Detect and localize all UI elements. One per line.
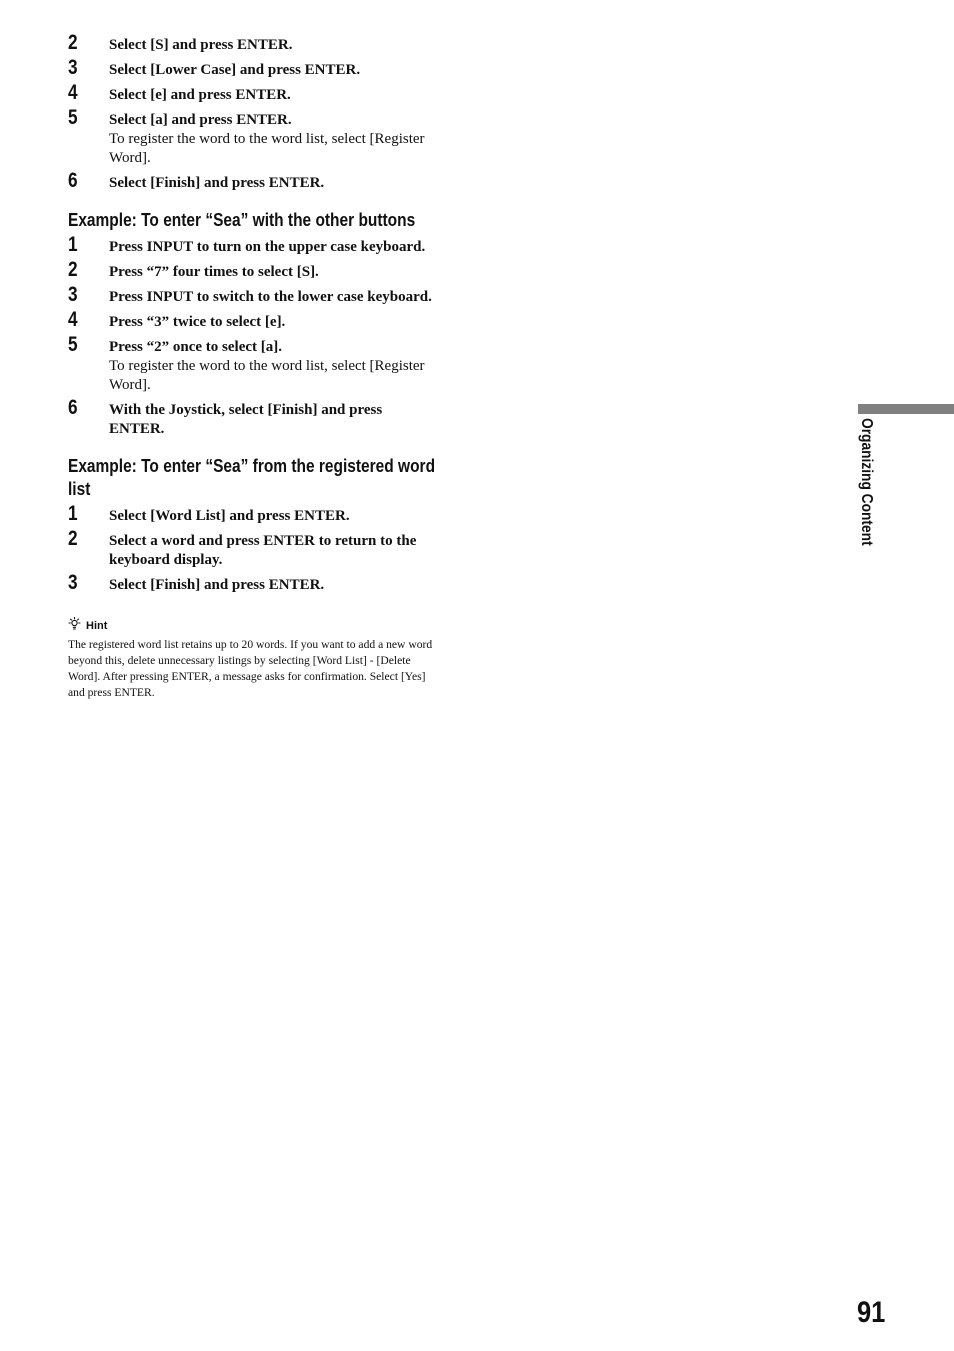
step-text: Select [a] and press ENTER. [109, 112, 292, 128]
step [68, 527, 440, 570]
step-number: 6 [68, 169, 78, 192]
section-tab-bar [858, 404, 954, 414]
step-text: Select [S] and press ENTER. [109, 37, 293, 53]
step [68, 333, 440, 395]
step-number: 5 [68, 333, 78, 356]
main-column [68, 31, 440, 701]
step-number: 2 [68, 31, 78, 54]
step-text: Select [Lower Case] and press ENTER. [109, 62, 361, 78]
step-text: Select [Finish] and press ENTER. [109, 577, 325, 593]
step-text: Press “2” once to select [a]. [109, 339, 282, 355]
step-number: 3 [68, 571, 78, 594]
step-text: Select a word and press ENTER to return to the keyboard display. [109, 533, 417, 568]
step-text: Select [Finish] and press ENTER. [109, 175, 325, 191]
lightbulb-icon [68, 617, 81, 635]
section-heading: Example: To enter “Sea” with the other buttons [68, 210, 416, 230]
hint-text: The registered word list retains up to 20 words. If you want to add a new word beyond this, delete unnecessary listings by selecting [Word List] - [Delete Word]. After pressing ENTER, a message asks for confirmation. Select [Yes] and press ENTER. [68, 638, 433, 699]
section-heading: Example: To enter “Sea” from the registered word list [68, 456, 436, 499]
steps-list-2 [68, 233, 440, 439]
step-number: 1 [68, 502, 78, 525]
step-note: To register the word to the word list, select [Register Word]. [109, 131, 425, 166]
step-text: Press “7” four times to select [S]. [109, 264, 319, 280]
step-number: 3 [68, 283, 78, 306]
step-text: Press “3” twice to select [e]. [109, 314, 286, 330]
step [68, 502, 440, 526]
step [68, 571, 440, 595]
step-number: 5 [68, 106, 78, 129]
hint-box [68, 617, 440, 701]
hint-header [68, 617, 440, 635]
page-number: 91 [857, 1296, 886, 1329]
steps-list-1 [68, 31, 440, 193]
step-number: 4 [68, 81, 78, 104]
step-text: With the Joystick, select [Finish] and press ENTER. [109, 402, 383, 437]
step-number: 6 [68, 396, 78, 419]
step-text: Select [Word List] and press ENTER. [109, 508, 350, 524]
section-tab-label: Organizing Content [858, 418, 875, 546]
step [68, 56, 440, 80]
step [68, 308, 440, 332]
steps-list-3 [68, 502, 440, 595]
step-text: Press INPUT to switch to the lower case keyboard. [109, 289, 432, 305]
step-note: To register the word to the word list, select [Register Word]. [109, 358, 425, 393]
step [68, 81, 440, 105]
step-number: 2 [68, 258, 78, 281]
step-number: 1 [68, 233, 78, 256]
step [68, 233, 440, 257]
step-number: 4 [68, 308, 78, 331]
step-number: 3 [68, 56, 78, 79]
step-text: Press INPUT to turn on the upper case keyboard. [109, 239, 426, 255]
step-number: 2 [68, 527, 78, 550]
step [68, 169, 440, 193]
step [68, 106, 440, 168]
hint-title: Hint [86, 619, 108, 632]
step [68, 258, 440, 282]
step [68, 31, 440, 55]
step-text: Select [e] and press ENTER. [109, 87, 291, 103]
step [68, 283, 440, 307]
step [68, 396, 440, 439]
